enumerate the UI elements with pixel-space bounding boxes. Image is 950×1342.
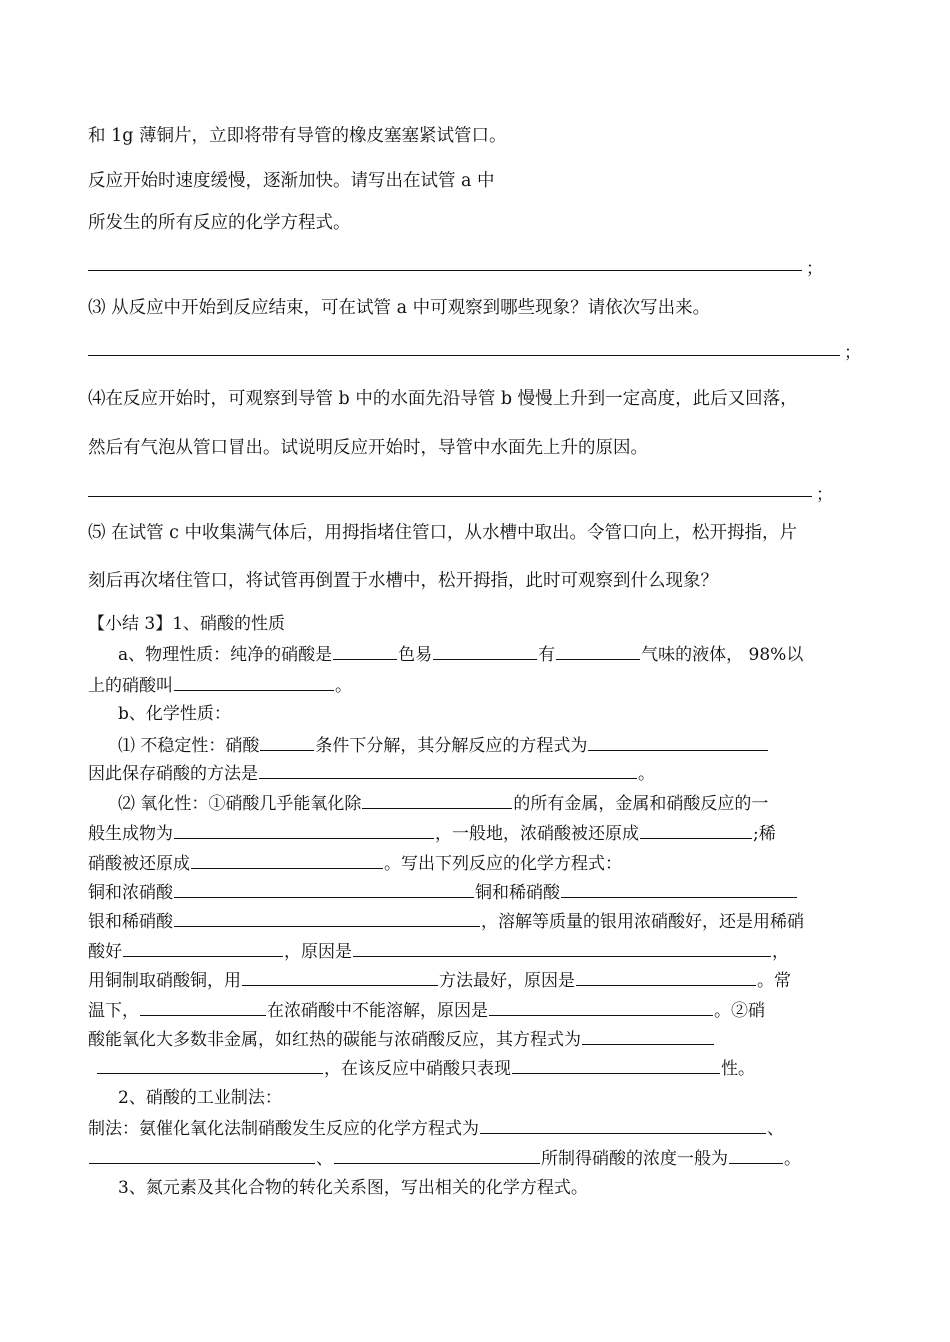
nitrogen-title: 3、氮元素及其化合物的转化关系图，写出相关的化学方程式。	[118, 1178, 588, 1198]
fill-blank[interactable]	[174, 821, 434, 839]
fill-blank[interactable]	[512, 1056, 720, 1074]
question-4: 然后有气泡从管口冒出。试说明反应开始时，导管中水面先上升的原因。	[88, 438, 648, 458]
instability-line: 因此保存硝酸的方法是 。	[88, 761, 655, 785]
fill-blank[interactable]	[582, 1027, 714, 1045]
fill-blank[interactable]	[556, 642, 640, 660]
semicolon: ；	[844, 343, 861, 363]
oxidation-line: 用铜制取硝酸铜，用 方法最好，原因是 。常	[88, 968, 791, 992]
text-line: 所发生的所有反应的化学方程式。	[88, 213, 351, 233]
text-line: 反应开始时速度缓慢，逐渐加快。请写出在试管 a 中	[88, 171, 495, 191]
fill-blank[interactable]	[140, 998, 266, 1016]
fill-blank[interactable]	[640, 821, 752, 839]
oxidation-line: 温下， 在浓硝酸中不能溶解，原因是 。②硝	[88, 998, 765, 1022]
fill-blank[interactable]	[334, 1146, 540, 1164]
chemical-properties-title: b、化学性质：	[118, 704, 231, 724]
fill-blank[interactable]	[362, 791, 512, 809]
industry-line: 制法：氨催化氧化法制硝酸发生反应的化学方程式为 、	[88, 1116, 784, 1140]
fill-blank[interactable]	[242, 968, 438, 986]
fill-blank[interactable]	[576, 968, 756, 986]
semicolon: ；	[816, 485, 833, 505]
fill-blank[interactable]	[260, 733, 314, 751]
semicolon: ；	[806, 259, 823, 279]
answer-line[interactable]	[88, 496, 812, 497]
oxidation-line: 般生成物为 ，一般地，浓硝酸被还原成 ;稀	[88, 821, 776, 845]
fill-blank[interactable]	[561, 880, 797, 898]
fill-blank[interactable]	[123, 939, 283, 957]
instability-line: ⑴ 不稳定性：硝酸 条件下分解，其分解反应的方程式为	[118, 733, 769, 757]
physical-properties-cont: 上的硝酸叫 。	[88, 673, 352, 697]
oxidation-line: 银和稀硝酸 ，溶解等质量的银用浓硝酸好，还是用稀硝	[88, 909, 804, 933]
fill-blank[interactable]	[174, 909, 480, 927]
answer-line[interactable]	[88, 270, 802, 271]
fill-blank[interactable]	[191, 851, 383, 869]
question-5: ⑸ 在试管 c 中收集满气体后，用拇指堵住管口，从水槽中取出。令管口向上，松开拇指，片	[88, 523, 797, 543]
oxidation-line: 酸好 ，原因是 ，	[88, 939, 789, 963]
industry-title: 2、硝酸的工业制法：	[118, 1088, 282, 1108]
fill-blank[interactable]	[259, 761, 637, 779]
oxidation-line: ⑵ 氧化性：①硝酸几乎能氧化除 的所有金属，金属和硝酸反应的一	[118, 791, 768, 815]
fill-blank[interactable]	[480, 1116, 766, 1134]
oxidation-line: ，在该反应中硝酸只表现 性。	[96, 1056, 755, 1080]
fill-blank[interactable]	[174, 673, 334, 691]
oxidation-line: 酸能氧化大多数非金属，如红热的碳能与浓硝酸反应，其方程式为	[88, 1027, 715, 1051]
physical-properties: a、物理性质：纯净的硝酸是 色易 有 气味的液体， 98%以	[118, 642, 803, 666]
fill-blank[interactable]	[89, 1146, 315, 1164]
question-3: ⑶ 从反应中开始到反应结束，可在试管 a 中可观察到哪些现象？请依次写出来。	[88, 298, 711, 318]
summary-title: 【小结 3】1、硝酸的性质	[88, 614, 286, 634]
answer-line[interactable]	[88, 355, 840, 356]
text-line: 和 1g 薄铜片，立即将带有导管的橡皮塞塞紧试管口。	[88, 126, 507, 146]
oxidation-line: 铜和浓硝酸 铜和稀硝酸	[88, 880, 798, 904]
question-5: 刻后再次堵住管口，将试管再倒置于水槽中，松开拇指，此时可观察到什么现象？	[88, 571, 718, 591]
fill-blank[interactable]	[729, 1146, 783, 1164]
fill-blank[interactable]	[97, 1056, 323, 1074]
fill-blank[interactable]	[489, 998, 713, 1016]
fill-blank[interactable]	[333, 642, 397, 660]
oxidation-line: 硝酸被还原成 。写出下列反应的化学方程式：	[88, 851, 622, 875]
fill-blank[interactable]	[174, 880, 474, 898]
fill-blank[interactable]	[353, 939, 771, 957]
industry-line: 、 所制得硝酸的浓度一般为 。	[88, 1146, 801, 1170]
fill-blank[interactable]	[433, 642, 537, 660]
question-4: ⑷在反应开始时，可观察到导管 b 中的水面先沿导管 b 慢慢上升到一定高度，此后又回落，	[88, 389, 798, 409]
fill-blank[interactable]	[588, 733, 768, 751]
